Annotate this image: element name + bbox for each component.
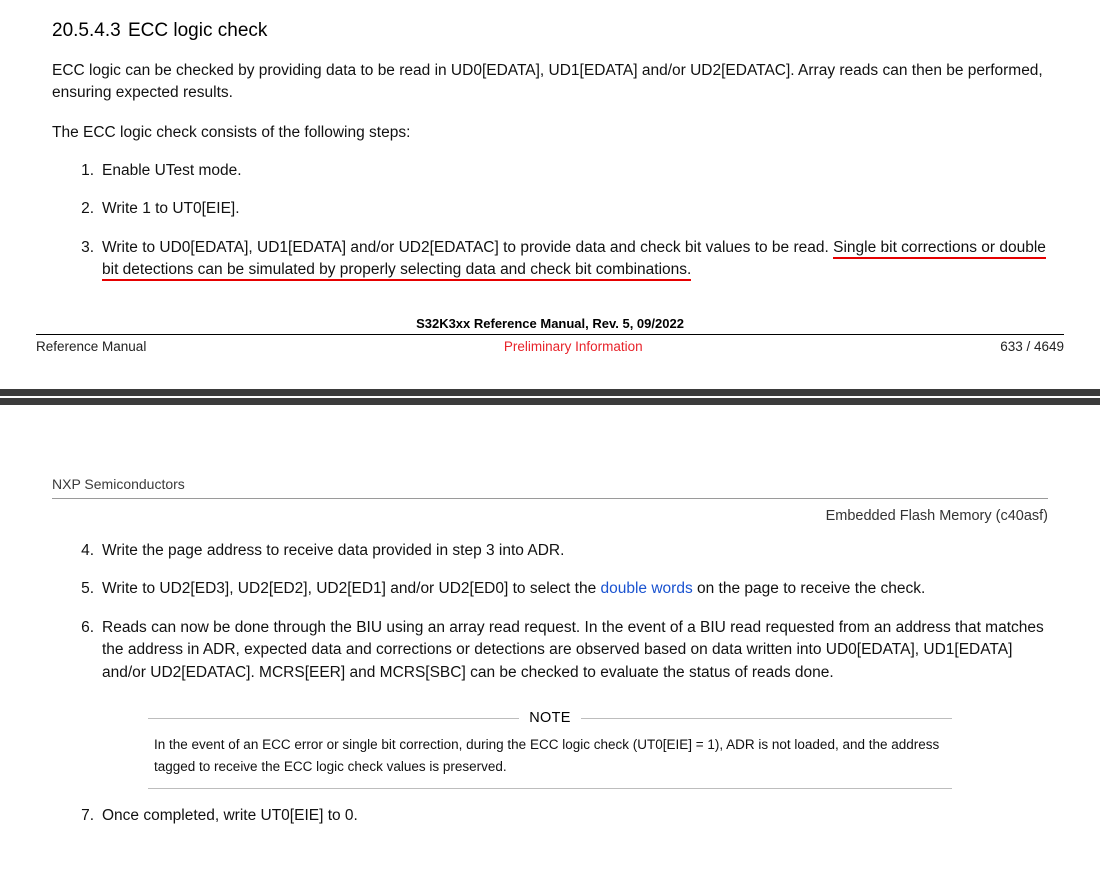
double-words-link[interactable]: double words <box>600 580 693 598</box>
footer-preliminary-label: Preliminary Information <box>503 339 643 354</box>
steps-list-after-note <box>52 805 1048 827</box>
intro-paragraph-2: The ECC logic check consists of the following steps: <box>52 124 411 141</box>
section-number: 20.5.4.3 <box>52 20 121 41</box>
note-rule-bottom <box>148 788 952 789</box>
header-divider <box>52 498 1048 499</box>
page-separator-bar-top <box>0 389 1100 396</box>
footer-manual-title: S32K3xx Reference Manual, Rev. 5, 09/2022 <box>416 316 684 331</box>
header-company: NXP Semiconductors <box>52 476 185 492</box>
steps-list-bottom <box>52 540 1048 684</box>
footer-row <box>36 335 1064 354</box>
list-item <box>98 160 1048 182</box>
list-item <box>98 237 1048 282</box>
step-text-7: Once completed, write UT0[EIE] to 0. <box>102 807 358 825</box>
note-header <box>148 710 952 726</box>
section-title: ECC logic check <box>128 20 268 41</box>
step-text-5-after: on the page to receive the check. <box>692 580 926 598</box>
step-text-5-before: Write to UD2[ED3], UD2[ED2], UD2[ED1] and/or UD2[ED0] to select the <box>102 580 601 598</box>
step-text-3-highlighted: Single bit corrections or double bit detections can be simulated by properly selecting data and check bit combinations. <box>102 239 1046 281</box>
note-box <box>148 710 952 789</box>
intro-paragraph-1: ECC logic can be checked by providing data to be read in UD0[EDATA], UD1[EDATA] and/or UD2[EDATAC]. Array reads can then be performed, ensuring expected results. <box>52 62 1043 101</box>
page-section-top <box>0 0 1100 388</box>
section-heading <box>36 20 1048 42</box>
note-rule-left <box>148 718 519 719</box>
step-text-2: Write 1 to UT0[EIE]. <box>102 200 240 218</box>
list-item <box>98 617 1048 684</box>
page-separator-bar-bottom <box>0 398 1100 405</box>
list-item <box>98 198 1048 220</box>
list-item <box>98 540 1048 562</box>
page-separator <box>0 388 1100 406</box>
step-text-1: Enable UTest mode. <box>102 162 242 179</box>
page-footer-top <box>36 316 1064 354</box>
note-label: NOTE <box>529 710 571 727</box>
steps-list-top <box>52 160 1048 282</box>
note-text: In the event of an ECC error or single bit correction, during the ECC logic check (UT0[EIE] = 1), ADR is not loaded, and the address tagged to receive the ECC logic check values is preserved. <box>154 737 940 775</box>
footer-page-number: 633 / 4649 <box>1000 339 1064 354</box>
header-chapter-title: Embedded Flash Memory (c40asf) <box>825 508 1048 524</box>
page-section-bottom <box>0 406 1100 878</box>
list-item <box>98 578 1048 600</box>
step-text-6: Reads can now be done through the BIU using an array read request. In the event of a BIU read requested from an address that matches the address in ADR, expected data and corrections or detections are observed based on data written into UD0[EDATA], UD1[EDATA] and/or UD2[EDATAC]. MCRS[EER] and MCRS[SBC] can be checked to evaluate the status of reads done. <box>102 618 1044 681</box>
step-text-3-plain: Write to UD0[EDATA], UD1[EDATA] and/or UD2[EDATAC] to provide data and check bit values to be read. <box>102 238 834 256</box>
step-text-4: Write the page address to receive data provided in step 3 into ADR. <box>102 542 565 559</box>
footer-left-label: Reference Manual <box>36 339 147 354</box>
note-rule-right <box>581 718 952 719</box>
list-item <box>98 805 1048 827</box>
